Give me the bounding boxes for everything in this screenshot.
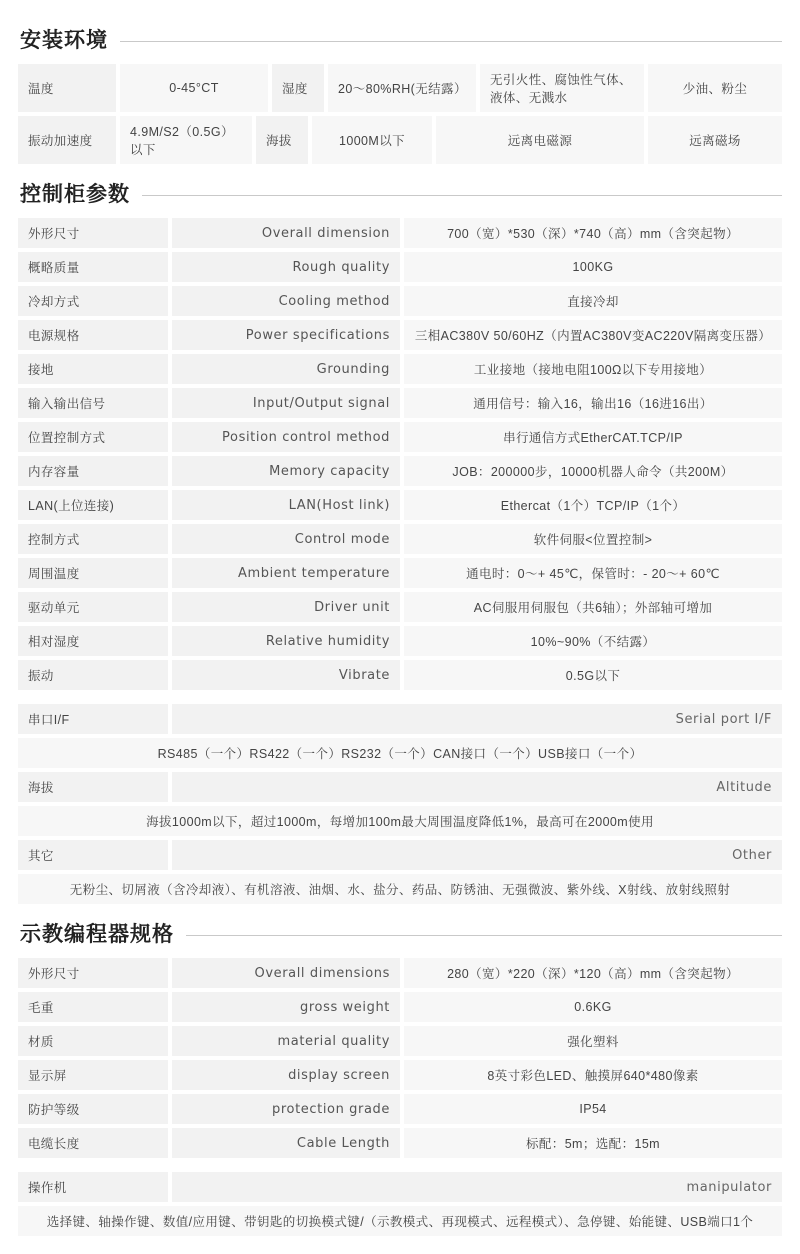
table-row — [18, 992, 782, 1022]
spec-label-zh: 周围温度 — [18, 558, 168, 588]
table-row — [18, 558, 782, 588]
spec-label-en: Driver unit — [172, 592, 400, 622]
spec-value: 通用信号：输入16，输出16（16进16出） — [404, 388, 782, 418]
spec-value: Ethercat（1个）TCP/IP（1个） — [404, 490, 782, 520]
value-humidity: 20～80%RH(无结露） — [328, 64, 476, 112]
block-label-en: manipulator — [172, 1172, 782, 1202]
spec-label-en: protection grade — [172, 1094, 400, 1124]
table-row — [18, 286, 782, 316]
table-row — [18, 1060, 782, 1090]
spec-label-en: LAN(Host link) — [172, 490, 400, 520]
block-description: RS485（一个）RS422（一个）RS232（一个）CAN接口（一个）USB接口（一个） — [18, 738, 782, 768]
block-description: 选择键、轴操作键、数值/应用键、带钥匙的切换模式键/（示教模式、再现模式、远程模式）、急停键、始能键、USB端口1个 — [18, 1206, 782, 1236]
section-heading-cabinet — [20, 178, 782, 208]
pendant-spec-table — [18, 958, 782, 1158]
section-title: 安装环境 — [20, 29, 108, 52]
spec-label-zh: 输入输出信号 — [18, 388, 168, 418]
spec-label-zh: 驱动单元 — [18, 592, 168, 622]
block-label-zh: 串口I/F — [18, 704, 168, 734]
heading-divider — [186, 935, 782, 936]
block-description: 无粉尘、切屑液（含冷却液）、有机溶液、油烟、水、盐分、药品、防锈油、无强微波、紫外线、X射线、放射线照射 — [18, 874, 782, 904]
block-label-en: Other — [172, 840, 782, 870]
table-row — [18, 958, 782, 988]
spec-label-zh: 防护等级 — [18, 1094, 168, 1124]
block-label-en: Altitude — [172, 772, 782, 802]
table-row — [18, 1128, 782, 1158]
spec-label-en: Memory capacity — [172, 456, 400, 486]
spec-label-zh: 振动 — [18, 660, 168, 690]
spec-value: 0.5G以下 — [404, 660, 782, 690]
spec-value: IP54 — [404, 1094, 782, 1124]
spec-label-zh: 内存容量 — [18, 456, 168, 486]
heading-divider — [120, 41, 782, 42]
spec-label-zh: 概略质量 — [18, 252, 168, 282]
spec-value: 0.6KG — [404, 992, 782, 1022]
table-row — [18, 1206, 782, 1236]
spec-label-en: Cable Length — [172, 1128, 400, 1158]
table-row — [18, 320, 782, 350]
spec-label-zh: 显示屏 — [18, 1060, 168, 1090]
spec-label-en: display screen — [172, 1060, 400, 1090]
pendant-detail-blocks — [18, 1172, 782, 1236]
table-row — [18, 388, 782, 418]
spec-label-en: Overall dimension — [172, 218, 400, 248]
section-title: 控制柜参数 — [20, 183, 130, 206]
table-row — [18, 218, 782, 248]
table-row — [18, 592, 782, 622]
value-oil-dust: 少油、粉尘 — [648, 64, 782, 112]
spec-label-en: Grounding — [172, 354, 400, 384]
spec-label-en: Power specifications — [172, 320, 400, 350]
label-vibration-acceleration: 振动加速度 — [18, 116, 116, 164]
heading-divider — [142, 195, 782, 196]
spec-value: 工业接地（接地电阻100Ω以下专用接地） — [404, 354, 782, 384]
spec-label-en: Position control method — [172, 422, 400, 452]
section-title: 示教编程器规格 — [20, 923, 174, 946]
table-row — [18, 1094, 782, 1124]
block-description: 海拔1000m以下，超过1000m，每增加100m最大周围温度降低1%，最高可在2000m使用 — [18, 806, 782, 836]
label-humidity: 湿度 — [272, 64, 324, 112]
value-environment-conditions: 无引火性、腐蚀性气体、液体、无溅水 — [480, 64, 644, 112]
spec-label-zh: LAN(上位连接) — [18, 490, 168, 520]
spec-label-en: Rough quality — [172, 252, 400, 282]
value-away-from-magnetism: 远离磁场 — [648, 116, 782, 164]
table-row — [18, 738, 782, 768]
spec-value: 100KG — [404, 252, 782, 282]
table-row — [18, 626, 782, 656]
table-row — [18, 524, 782, 554]
table-row — [18, 704, 782, 734]
table-row — [18, 874, 782, 904]
table-row — [18, 840, 782, 870]
spec-value: 强化塑料 — [404, 1026, 782, 1056]
spec-value: 8英寸彩色LED、触摸屏640*480像素 — [404, 1060, 782, 1090]
cabinet-detail-blocks — [18, 704, 782, 904]
value-altitude: 1000M以下 — [312, 116, 432, 164]
spec-label-en: Input/Output signal — [172, 388, 400, 418]
value-vibration-acceleration: 4.9M/S2（0.5G）以下 — [120, 116, 252, 164]
label-temperature: 温度 — [18, 64, 116, 112]
spec-label-en: Control mode — [172, 524, 400, 554]
table-row — [18, 456, 782, 486]
table-row — [18, 660, 782, 690]
spec-label-en: material quality — [172, 1026, 400, 1056]
table-row — [18, 772, 782, 802]
spec-label-en: Ambient temperature — [172, 558, 400, 588]
spec-value: 280（宽）*220（深）*120（高）mm（含突起物） — [404, 958, 782, 988]
spec-label-en: Cooling method — [172, 286, 400, 316]
spec-value: 标配：5m；选配：15m — [404, 1128, 782, 1158]
cabinet-spec-table — [18, 218, 782, 690]
spec-value: 串行通信方式EtherCAT.TCP/IP — [404, 422, 782, 452]
spec-value: 10%~90%（不结露） — [404, 626, 782, 656]
spec-label-zh: 毛重 — [18, 992, 168, 1022]
table-row — [18, 1026, 782, 1056]
spec-value: JOB：200000步，10000机器人命令（共200M） — [404, 456, 782, 486]
table-row — [18, 490, 782, 520]
spec-value: 三相AC380V 50/60HZ（内置AC380V变AC220V隔离变压器） — [404, 320, 782, 350]
spec-label-zh: 位置控制方式 — [18, 422, 168, 452]
spec-value: 通电时：0～+ 45℃，保管时：- 20～+ 60℃ — [404, 558, 782, 588]
block-label-zh: 海拔 — [18, 772, 168, 802]
spec-label-en: gross weight — [172, 992, 400, 1022]
spec-value: 直接冷却 — [404, 286, 782, 316]
spacer — [18, 694, 782, 704]
spec-label-zh: 电源规格 — [18, 320, 168, 350]
table-row — [18, 354, 782, 384]
install-env-table — [18, 64, 782, 164]
block-label-en: Serial port I/F — [172, 704, 782, 734]
table-row — [18, 116, 782, 164]
spec-label-zh: 相对湿度 — [18, 626, 168, 656]
spec-value: 700（宽）*530（深）*740（高）mm（含突起物） — [404, 218, 782, 248]
value-temperature: 0-45°CT — [120, 64, 268, 112]
spec-label-zh: 接地 — [18, 354, 168, 384]
table-row — [18, 806, 782, 836]
section-heading-pendant — [20, 918, 782, 948]
value-away-from-emi: 远离电磁源 — [436, 116, 644, 164]
block-label-zh: 操作机 — [18, 1172, 168, 1202]
label-altitude: 海拔 — [256, 116, 308, 164]
spacer — [18, 1162, 782, 1172]
block-label-zh: 其它 — [18, 840, 168, 870]
section-heading-install-env — [20, 24, 782, 54]
spec-label-en: Relative humidity — [172, 626, 400, 656]
spec-label-zh: 控制方式 — [18, 524, 168, 554]
table-row — [18, 252, 782, 282]
spec-label-en: Overall dimensions — [172, 958, 400, 988]
spec-value: AC伺服用伺服包（共6轴）；外部轴可增加 — [404, 592, 782, 622]
spec-label-zh: 外形尺寸 — [18, 958, 168, 988]
spec-label-en: Vibrate — [172, 660, 400, 690]
spec-label-zh: 冷却方式 — [18, 286, 168, 316]
spec-label-zh: 材质 — [18, 1026, 168, 1056]
spec-label-zh: 外形尺寸 — [18, 218, 168, 248]
table-row — [18, 1172, 782, 1202]
table-row — [18, 422, 782, 452]
spec-value: 软件伺服<位置控制> — [404, 524, 782, 554]
table-row — [18, 64, 782, 112]
spec-label-zh: 电缆长度 — [18, 1128, 168, 1158]
